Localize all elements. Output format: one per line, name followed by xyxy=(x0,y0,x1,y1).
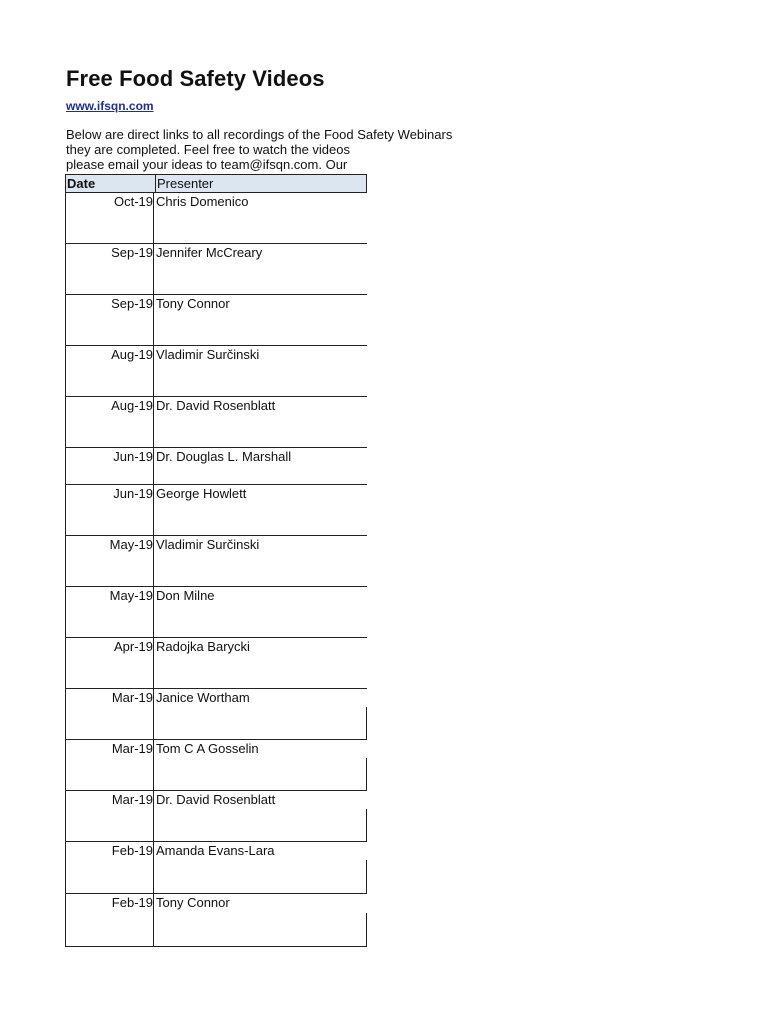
date-cell xyxy=(65,842,154,893)
cell-border-fragment xyxy=(366,809,367,841)
date-cell xyxy=(65,397,154,447)
table-row xyxy=(65,894,367,947)
presenter-cell: Dr. David Rosenblatt xyxy=(156,792,276,807)
table-row xyxy=(65,689,367,740)
table-row xyxy=(65,536,367,587)
document-title: Free Food Safety Videos xyxy=(66,66,325,91)
presenter-cell: Amanda Evans-Lara xyxy=(156,843,275,858)
ifsqn-link[interactable]: www.ifsqn.com xyxy=(66,99,154,113)
presenter-cell: Janice Wortham xyxy=(156,690,250,705)
table-row xyxy=(65,193,367,244)
date-cell xyxy=(65,244,154,294)
date-cell xyxy=(65,485,154,535)
date-cell xyxy=(65,587,154,637)
date-value: Aug-19 xyxy=(111,398,153,413)
date-cell xyxy=(65,791,154,841)
presenter-cell: Tony Connor xyxy=(156,895,230,910)
date-value: Feb-19 xyxy=(111,895,153,910)
date-cell xyxy=(65,689,154,739)
presenter-cell: Dr. David Rosenblatt xyxy=(156,398,276,413)
date-value: Oct-19 xyxy=(113,194,153,209)
table-row xyxy=(65,448,367,485)
date-value: Apr-19 xyxy=(113,639,153,654)
table-row xyxy=(65,842,367,894)
table-row xyxy=(65,295,367,346)
date-cell xyxy=(65,295,154,345)
date-value: Jun-19 xyxy=(113,486,153,501)
date-cell xyxy=(65,346,154,396)
date-value: Sep-19 xyxy=(111,245,153,260)
intro-paragraph xyxy=(66,127,453,173)
presenter-cell: Tom C A Gosselin xyxy=(156,741,259,756)
date-value: May-19 xyxy=(109,537,153,552)
cell-border-fragment xyxy=(366,707,367,739)
table-row xyxy=(65,638,367,689)
presenter-cell: Dr. Douglas L. Marshall xyxy=(156,449,292,464)
date-value: Aug-19 xyxy=(111,347,153,362)
presenter-cell: Tony Connor xyxy=(156,296,230,311)
cell-border-fragment xyxy=(366,913,367,946)
table-row xyxy=(65,244,367,295)
table-row xyxy=(65,740,367,791)
table-row xyxy=(65,587,367,638)
date-cell xyxy=(65,193,154,243)
table-row xyxy=(65,397,367,448)
videos-table xyxy=(65,174,367,910)
date-cell xyxy=(65,740,154,790)
date-cell xyxy=(65,536,154,586)
intro-line-3: please email your ideas to team@ifsqn.com. Our xyxy=(66,157,348,172)
date-cell xyxy=(65,894,154,946)
header-presenter: Presenter xyxy=(155,175,368,192)
presenter-cell: George Howlett xyxy=(156,486,247,501)
date-value: Mar-19 xyxy=(111,741,153,756)
intro-line-1: Below are direct links to all recordings of the Food Safety Webinars xyxy=(66,127,453,142)
date-cell xyxy=(65,638,154,688)
header-date: Date xyxy=(67,176,96,191)
presenter-cell: Radojka Barycki xyxy=(156,639,250,654)
cell-border-fragment xyxy=(366,758,367,790)
date-cell xyxy=(65,448,154,484)
presenter-cell: Chris Domenico xyxy=(156,194,249,209)
presenter-cell: Vladimir Surčinski xyxy=(156,537,260,552)
intro-line-2: they are completed. Feel free to watch the videos xyxy=(66,142,350,157)
date-value: Mar-19 xyxy=(111,690,153,705)
date-value: Jun-19 xyxy=(113,449,153,464)
cell-border-fragment xyxy=(366,860,367,893)
presenter-cell: Don Milne xyxy=(156,588,215,603)
table-row xyxy=(65,791,367,842)
table-header-row xyxy=(65,174,367,193)
table-row xyxy=(65,346,367,397)
table-row xyxy=(65,485,367,536)
presenter-cell: Vladimir Surčinski xyxy=(156,347,260,362)
date-value: Mar-19 xyxy=(111,792,153,807)
date-value: Feb-19 xyxy=(111,843,153,858)
date-value: May-19 xyxy=(109,588,153,603)
presenter-cell: Jennifer McCreary xyxy=(156,245,263,260)
date-value: Sep-19 xyxy=(111,296,153,311)
